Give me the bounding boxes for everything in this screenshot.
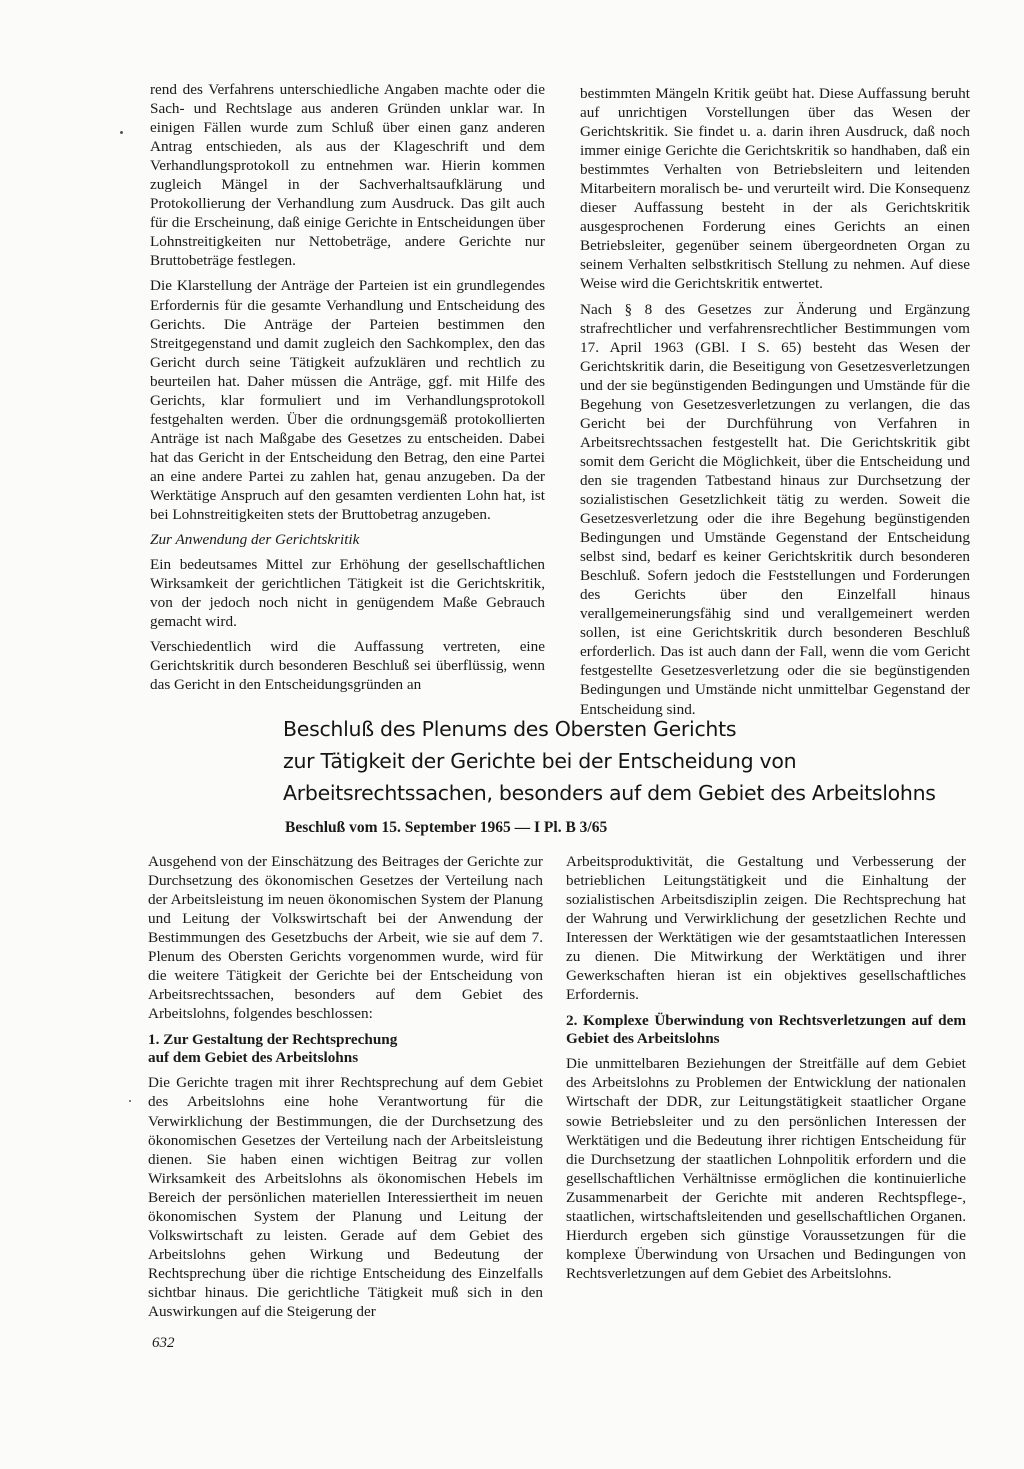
decision-title (283, 713, 983, 809)
scan-speck (129, 1100, 131, 1102)
section-heading: 2. Komplexe Überwindung von Rechtsverletzungen auf dem Gebiet des Arbeitslohns (566, 1012, 966, 1048)
section-heading (148, 1031, 543, 1067)
paragraph: Die Gerichte tragen mit ihrer Rechtsprechung auf dem Gebiet des Arbeitslohns eine hohe Verantwortung für die Verwirklichung der Bestimmungen, die der Durchsetzung des ökonomischen Gesetzes der Verteilung nach der Arbeitsleistung dienen. Sie haben einen wichtigen Beitrag zur vollen Wirksamkeit des Arbeitslohns als ökonomischen Hebels im Bereich der persönlichen materiellen Interessiertheit im neuen ökonomischen System der Planung und Leitung der Volkswirtschaft zu leisten. Gerade auf dem Gebiet des Arbeitslohns gehen Wirkung und Bedeutung der Rechtsprechung über die richtige Entscheidung des Einzelfalls sichtbar hinaus. Die gerichtliche Tätigkeit muß sich in den Auswirkungen auf die Steigerung der (148, 1074, 543, 1320)
paragraph: Nach § 8 des Gesetzes zur Änderung und Ergänzung strafrechtlicher und verfahrensrechtlicher Bestimmungen vom 17. April 1963 (GBl. I S. 65) besteht das Wesen der Gerichtskritik darin, die Beseitigung von Gesetzesverletzungen und der sie begünstigenden Bedingungen und Umstände für die Begehung von Gesetzesverletzungen zu verlangen, die das Gericht bei der Durchführung von Verfahren in Arbeitsrechtssachen festgestellt hat. Die Gerichtskritik gibt somit dem Gericht die Möglichkeit, über die Entscheidung und den sie tragenden Tatbestand hinaus zur Durchsetzung der sozialistischen Gesetzlichkeit tätig zu werden. Soweit die Gesetzesverletzung oder die ihre Begehung begünstigenden Bedingungen und Umstände Gegenstand der Entscheidung selbst sind, bedarf es keiner Gerichtskritik durch besonderen Beschluß. Sofern jedoch die Feststellungen und Forderungen des Gerichts über den Einzelfall hinaus verallgemeinerungsfähig sind und verallgemeinert werden sollen, ist eine Gerichtskritik durch besonderen Beschluß erforderlich. Das ist auch dann der Fall, wenn die vom Gericht festgestellte Gesetzesverletzung oder die sie begünstigenden Bedingungen und Umstände nicht unmittelbar Gegenstand der Entscheidung sind. (580, 300, 970, 718)
page-number: 632 (152, 1335, 175, 1351)
paragraph: Die Klarstellung der Anträge der Parteien ist ein grundlegendes Erfordernis für die gesamte Verhandlung und Entscheidung des Gerichts. Die Anträge der Parteien bestimmen den Streitgegenstand und damit zugleich den Sachkomplex, den das Gericht durch seine Tätigkeit aufzuklären und rechtlich zu beurteilen hat. Daher müssen die Anträge, ggf. mit Hilfe des Gerichts, klar formuliert und im Verhandlungsprotokoll festgehalten werden. Über die ordnungsgemäß protokollierten Anträge ist nach Maßgabe des Gesetzes zu entscheiden. Dabei hat das Gericht in der Entscheidung den Betrag, den eine Partei an eine andere Partei zu zahlen hat, genau anzugeben. Da der Werktätige Anspruch auf den gesamten verdienten Lohn hat, ist bei Lohnstreitigkeiten stets der Bruttobetrag anzugeben. (150, 277, 545, 524)
paragraph: Die unmittelbaren Beziehungen der Streitfälle auf dem Gebiet des Arbeitslohns zu Problemen der Entwicklung der nationalen Wirtschaft der DDR, zur Leitungstätigkeit staatlicher Organe sowie Betriebsleiter und zu den persönlichen Interessen der Werktätigen und die Bedeutung ihrer richtigen Entscheidung für die Durchsetzung der staatlichen Lohnpolitik erfordern und die gesellschaftlichen Verhältnisse ermöglichen die kontinuierliche Zusammenarbeit der Gerichte mit anderen Rechtspflege-, staatlichen, wirtschaftsleitenden und gesellschaftlichen Organen. Hierdurch ergeben sich günstige Voraussetzungen für die komplexe Überwindung von Ursachen und Bedingungen von Rechtsverletzungen auf dem Gebiet des Arbeitslohns. (566, 1055, 966, 1282)
section-subheading: Zur Anwendung der Gerichtskritik (150, 531, 360, 549)
decision-title-line: zur Tätigkeit der Gerichte bei der Entscheidung von (283, 749, 797, 773)
paragraph: Verschiedentlich wird die Auffassung vertreten, eine Gerichtskritik durch besonderen Beschluß sei überflüssig, wenn das Gericht in den Entscheidungsgründen an (150, 638, 545, 694)
decision-title-line: Beschluß des Plenums des Obersten Gerichts (283, 717, 737, 741)
paragraph: bestimmten Mängeln Kritik geübt hat. Diese Auffassung beruht auf unrichtigen Vorstellungen über das Wesen der Gerichtskritik. Sie findet u. a. darin ihren Ausdruck, daß noch immer einige Gerichte die Gerichtskritik so handhaben, daß ein bestimmtes Verhalten von Betriebsleitern und leitenden Mitarbeitern moralisch be- und verurteilt wird. Die Konsequenz dieser Auffassung besteht in der als Gerichtskritik ausgesprochenen Forderung eines Gerichts an einen Betriebsleiter, gegenüber seinem übergeordneten Organ zu seinem Verhalten selbstkritisch Stellung zu nehmen. Auf diese Weise wird die Gerichtskritik entwertet. (580, 85, 970, 293)
decision-subtitle: Beschluß vom 15. September 1965 — I Pl. B 3/65 (285, 819, 608, 836)
paragraph: Ein bedeutsames Mittel zur Erhöhung der gesellschaftlichen Wirksamkeit der gerichtlichen Tätigkeit ist die Gerichtskritik, von der jedoch noch nicht in genügendem Maße Gebrauch gemacht wird. (150, 556, 545, 631)
section-heading-line: auf dem Gebiet des Arbeitslohns (148, 1049, 359, 1067)
paragraph: Ausgehend von der Einschätzung des Beitrages der Gerichte zur Durchsetzung des ökonomischen Gesetzes der Verteilung nach der Arbeitsleistung im neuen ökonomischen System der Planung und Leitung der Volkswirtschaft bei der Anwendung der Bestimmungen des Gesetzbuchs der Arbeit, wie sie auf dem 7. Plenum des Obersten Gerichts vorgenommen wurde, wird für die weitere Tätigkeit der Gerichte bei der Entscheidung von Arbeitsrechtssachen, besonders auf dem Gebiet des Arbeitslohns, folgendes beschlossen: (148, 853, 543, 1023)
top-column-right (580, 84, 970, 725)
section-heading-line: 1. Zur Gestaltung der Rechtsprechung (148, 1031, 398, 1049)
decision-column-left (148, 852, 543, 1327)
paragraph: rend des Verfahrens unterschiedliche Angaben machte oder die Sach- und Rechtslage aus anderen Gründen unklar war. In einigen Fällen wurde zum Schluß über einen ganz anderen Antrag entschieden, als aus der Klageschrift und dem Verhandlungsprotokoll zu entnehmen war. Hierin kommen zugleich Mängel in der Sachverhaltsaufklärung und Protokollierung der Verhandlung zum Ausdruck. Das gilt auch für die Erscheinung, daß einige Gerichte in Entscheidungen über Lohnstreitigkeiten nur Nettobeträge, andere Gerichte nur Bruttobeträge festlegen. (150, 81, 545, 270)
top-column-left (150, 80, 545, 700)
decision-title-line: Arbeitsrechtssachen, besonders auf dem Gebiet des Arbeitslohns (283, 781, 936, 805)
paragraph: Arbeitsproduktivität, die Gestaltung und Verbesserung der betrieblichen Leitungstätigkeit und die Einhaltung der sozialistischen Arbeitsdisziplin zeigen. Die Rechtsprechung hat der Wahrung und Verwirklichung der gesetzlichen Rechte und Interessen der Werktätigen wie der gesamtstaatlichen Interessen zu dienen. Die Mitwirkung der Werktätigen und ihrer Gewerkschaften hieran ist ein objektives gesellschaftliches Erfordernis. (566, 853, 966, 1004)
scan-speck (120, 131, 123, 134)
decision-column-right (566, 852, 966, 1289)
